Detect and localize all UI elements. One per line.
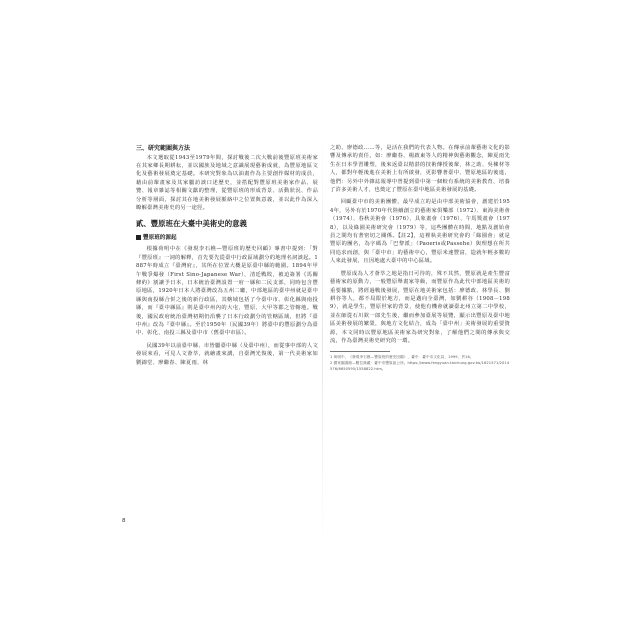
footnote-rule xyxy=(330,351,390,352)
left-page xyxy=(136,144,318,528)
section-heading: 三、研究範圍與方法 xyxy=(136,145,191,152)
body-paragraph: 民國39年以前臺中縣、市皆屬臺中縣（及臺中州），而從事中部的人文發展來看，可見人文薈萃，就繪畫來講，自臺灣光復後，第一代美術家如劉錦堂、廖繼春、陳夏雨、林 xyxy=(136,342,318,366)
right-page xyxy=(330,144,510,528)
square-bullet-icon xyxy=(136,235,141,240)
body-paragraph: 根據荷明中在《發現李石樵—豐原班的歷史回顧》專書中提到：「對『豐原班』一詞的解釋，首先要先從臺中行政區域劃分的地理名詞談起。1887年時成立『臺灣府』，其所在位置大概是原臺中縣的範圍。1894年甲午戰爭爆發（First Sino-Japanese War），清廷戰敗，被迫簽署《馬關條約》割讓予日本，日本統治臺灣設置一府一縣和二民支部，同時包含豐原地區，1920年日本人將臺灣改為五州二廳，中部地區的臺中州就是臺中縣與南投縣合併之後的新行政區，其轄域包括了今臺中市、彰化縣與南投縣，而『臺中縣區』則是臺中州內的大屯、豐原、大甲等郡之管轄地。戰後，國民政府統治臺灣初期仍沿襲了日本行政劃分的管轄區域，但將『臺中州』改為『臺中縣』。至於1950年（民國39年）將臺中的豐原劃分為臺中、彰化、南投三縣及臺中市（舊臺中市區）。 xyxy=(136,246,318,337)
page-number: 8 xyxy=(122,518,126,524)
footnote: 2 國家圖書館—數位典藏：臺中市豐原區公所。https://www.fengyuan.taichung.gov.tw/1621571/2014576/6650595/1558822.htm。 xyxy=(330,360,510,371)
body-paragraph: 回顧臺中市的美術團體，最早成立的是由中部美術協會，創建於1954年，另外有於1970年代陸續創立的藝術家俱樂部（1972）、東海美術會（1974）、春秋美術會（1976）、具象畫會（1976）、午馬獎畫會（1978），以及綠園美術研究會（1979）等，這些團體在時間、地點及創始會員之間均有著密切之關係。【註2】，這裡執美術研究會的「綠園會」就是豐原的團名，為字碼為「巴黎派」（Paoeris或Passehe）與理想在所共同追求而創，與「臺中市」的藝術中心，豐原米速豐富，造就年輕多數的人來此發展，且因地處大臺中的中心區域。 xyxy=(330,199,510,265)
body-paragraph: 本文選取從1943至1979年間，探討戰後二次大戰前後豐原班美術家在其家鄉長期耕耘，並以國族及地域之意識展現藝術成就，為豐原地區文化及藝術發展奠定基礎。本研究對象為以油畫作為主要創作媒材的成員，藉由前輩畫家及其家屬訪談口述歷史，並搭配對豐原班美術家作品、展覽、報章雜誌等相關文獻的整理，從豐原班的形成背景、活動狀況、作品分析等層面，探討其在地美術發展脈絡中之位置與意義，並以此作為深入瞭解臺灣美術史的另一途徑。 xyxy=(136,154,318,211)
body-paragraph: 豐原成為人才薈萃之地是指日可待的，殊不其然，豐原就是產生豐富藝術家的原動力，一般豐原舉畫家等級，而豐原作為此代中部地區美術的重要據點，將經過戰後發展，豐原在地美術家包括：廖德政、林學長、劉耕谷等人，都不局限於地方，而是邁向全臺灣，如劉耕谷（1908－1989），就是學生，豐原世家的背景，使他有機會就讀臺北州立第二中學校，並在師從石川欽一郎先生後，繼而參加臺展等展覽，顯示出豐原及臺中地區美術發展的繁榮，與地方文化結合，成為「臺中州」美術發展的重要資源，本文同時以豐原地區美術家為研究對象，了解他們之間的傳承與交流，作為臺灣美術史研究的一環。 xyxy=(330,270,510,344)
footnote: 1 荷明中，《發現李石樵—豐原班的歷史回顧》，臺中：臺中市文化局，1999，頁16。 xyxy=(330,355,474,360)
subsection-heading-text: 豐原班的源起 xyxy=(143,235,177,242)
body-paragraph: 之助、廖德政……等，是活在我們的代表人物。在傳承前輩藝術文化的影響及傳承的責任，如：廖繼春、楊啟東等人的精神與藝術觀念，陳夏雨先生在日本學習雕塑，後來返臺以精湛的技術傳授後輩，林之助、吳棟材等人，都對年輕後進在美術上有所啟發，更影響著臺中、豐原地區的後進，他們：另外中外雜誌報導中曾提到臺中第一個較有系統的美術教育，培養了許多美術人才，也奠定了豐原在臺中地區美術發展的基礎。 xyxy=(330,145,510,194)
chapter-heading: 貳、豐原班在大臺中美術史的意義 xyxy=(136,219,247,229)
subsection-heading xyxy=(136,234,318,243)
book-gutter xyxy=(322,128,323,548)
